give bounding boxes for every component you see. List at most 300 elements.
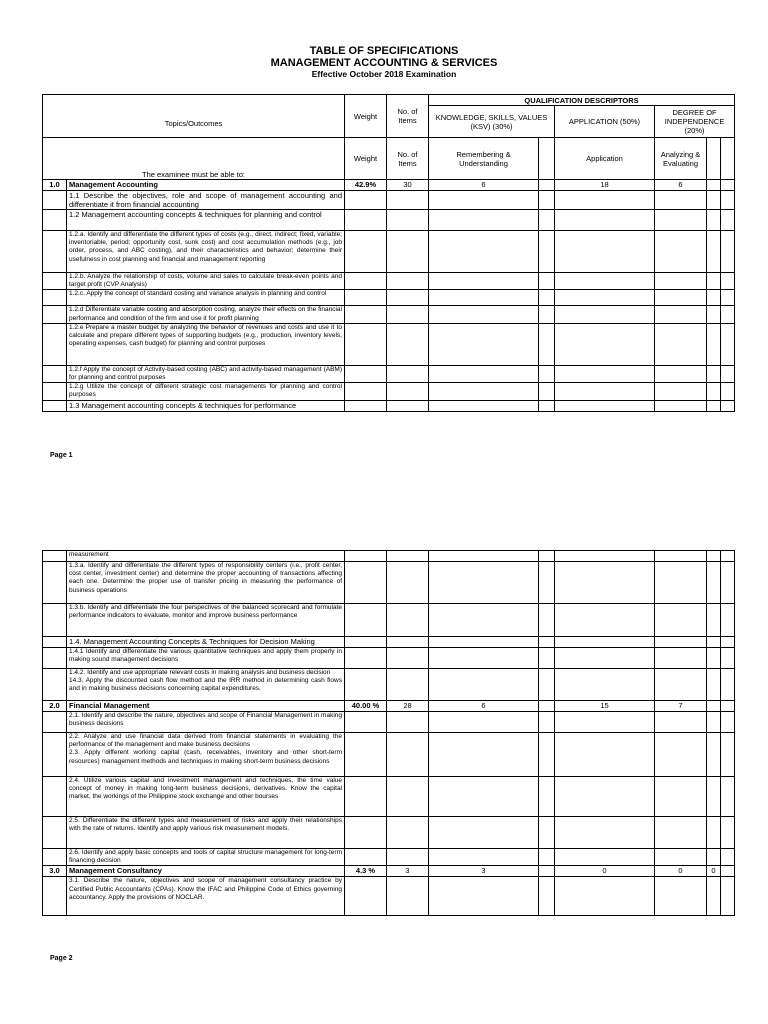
blank-cell <box>721 290 735 306</box>
blank-cell <box>539 191 555 210</box>
extra-cell <box>707 701 721 712</box>
effective-date: Effective October 2018 Examination <box>311 69 457 79</box>
section-number-cell <box>43 669 67 701</box>
outcome-text-cell: 2.2. Analyze and use financial data derived from financial statements in evaluating the performance of the management and make business decisions 2.3. Apply different working capital (cash, receivables, inventory and other short-term resources) management methods and techniques in making short-term business decisions <box>67 733 345 777</box>
extra-cell <box>707 210 721 231</box>
ksv-cell <box>429 191 539 210</box>
application-cell <box>555 669 655 701</box>
analyzing-cell <box>655 290 707 306</box>
outcome-text-cell: 1.3 Management accounting concepts & techniques for performance <box>67 400 345 411</box>
section-number-cell <box>43 551 67 562</box>
section-number-cell <box>43 290 67 306</box>
ksv-cell <box>429 562 539 604</box>
outcome-row <box>43 273 735 290</box>
section-number-cell <box>43 637 67 648</box>
ksv-cell: 3 <box>429 866 539 877</box>
section-number-cell <box>43 323 67 365</box>
no-items-subheader: No. of Items <box>387 138 429 180</box>
weight-cell <box>345 383 387 400</box>
blank-cell <box>539 551 555 562</box>
items-cell <box>387 669 429 701</box>
blank-cell <box>721 400 735 411</box>
application-cell <box>555 777 655 817</box>
blank-cell <box>721 562 735 604</box>
extra-cell <box>707 849 721 866</box>
blank-cell <box>539 290 555 306</box>
items-cell <box>387 365 429 382</box>
outcome-row <box>43 648 735 669</box>
ksv-cell <box>429 290 539 306</box>
outcome-row <box>43 306 735 323</box>
blank-cell <box>721 180 735 191</box>
blank-cell <box>721 712 735 733</box>
weight-header: Weight <box>345 95 387 138</box>
outcome-row <box>43 712 735 733</box>
ksv-cell <box>429 231 539 273</box>
blank-cell <box>721 138 735 180</box>
section-title-cell: Management Consultancy <box>67 866 345 877</box>
items-cell <box>387 817 429 849</box>
analyzing-cell <box>655 191 707 210</box>
analyzing-cell <box>655 273 707 290</box>
analyzing-cell <box>655 383 707 400</box>
outcome-text-cell: 1.2.g Utilize the concept of different strategic cost managements for planning and control purposes <box>67 383 345 400</box>
blank-cell <box>721 701 735 712</box>
section-number-cell <box>43 712 67 733</box>
blank-cell <box>721 877 735 916</box>
outcome-row <box>43 290 735 306</box>
application-cell <box>555 210 655 231</box>
section-number-cell <box>43 210 67 231</box>
section-number-cell <box>43 191 67 210</box>
extra-cell <box>707 323 721 365</box>
weight-cell <box>345 365 387 382</box>
analyzing-cell <box>655 365 707 382</box>
items-cell <box>387 712 429 733</box>
ksv-cell <box>429 712 539 733</box>
extra-cell <box>707 180 721 191</box>
analyzing-cell <box>655 648 707 669</box>
outcome-row <box>43 877 735 916</box>
ksv-cell <box>429 877 539 916</box>
application-cell <box>555 877 655 916</box>
analyzing-cell <box>655 231 707 273</box>
analyzing-cell <box>655 400 707 411</box>
extra-cell <box>707 877 721 916</box>
weight-cell <box>345 210 387 231</box>
outcome-text-cell: 1.2.a. Identify and differentiate the different types of costs (e.g., direct, indirect; fixed, variable; inventoriable, period; opportunity cost, sunk cost) and cost accumulation methods (e.g., job order, process, and ABC costing), and their characteristics and behavior; determine their usefulness in cost planning and financial and management reporting <box>67 231 345 273</box>
extra-cell <box>707 191 721 210</box>
blank-cell <box>539 604 555 637</box>
section-number-cell <box>43 365 67 382</box>
ksv-cell: 6 <box>429 180 539 191</box>
items-cell <box>387 648 429 669</box>
blank-cell <box>539 866 555 877</box>
outcome-row <box>43 323 735 365</box>
section-number-cell: 3.0 <box>43 866 67 877</box>
application-cell <box>555 648 655 669</box>
application-cell <box>555 365 655 382</box>
outcome-text-cell: 1.2.e Prepare a master budget by analyzing the behavior of revenues and costs and use it to calculate and prepare different types of supporting budgets (e.g., production, inventory levels, operating expenses, cash budget) for planning and control purposes <box>67 323 345 365</box>
section-number-cell <box>43 400 67 411</box>
weight-cell: 4.3 % <box>345 866 387 877</box>
outcome-text-cell: measurement <box>67 551 345 562</box>
weight-cell <box>345 712 387 733</box>
outcome-row <box>43 383 735 400</box>
blank-cell <box>721 669 735 701</box>
application-cell <box>555 637 655 648</box>
no-items-header: No. of Items <box>387 95 429 138</box>
extra-cell <box>707 306 721 323</box>
outcome-row <box>43 191 735 210</box>
analyzing-cell <box>655 817 707 849</box>
section-title-cell: Management Accounting <box>67 180 345 191</box>
blank-cell <box>539 210 555 231</box>
blank-cell <box>721 231 735 273</box>
degree-header: DEGREE OF INDEPENDENCE (20%) <box>655 106 735 138</box>
ksv-cell <box>429 648 539 669</box>
weight-cell <box>345 273 387 290</box>
items-cell <box>387 400 429 411</box>
blank-cell <box>721 849 735 866</box>
ksv-cell <box>429 365 539 382</box>
extra-cell <box>707 669 721 701</box>
ksv-cell <box>429 273 539 290</box>
ksv-cell <box>429 669 539 701</box>
outcome-row <box>43 637 735 648</box>
application-subheader: Application <box>555 138 655 180</box>
examinee-header-cell <box>43 138 345 180</box>
blank-cell <box>721 733 735 777</box>
items-cell <box>387 210 429 231</box>
section-number-cell <box>43 273 67 290</box>
application-cell <box>555 400 655 411</box>
blank-cell <box>721 306 735 323</box>
section-title-cell: Financial Management <box>67 701 345 712</box>
weight-cell <box>345 733 387 777</box>
ksv-cell <box>429 210 539 231</box>
blank-cell <box>721 604 735 637</box>
blank-cell <box>721 323 735 365</box>
weight-cell <box>345 817 387 849</box>
items-cell <box>387 849 429 866</box>
outcome-text-cell: 1.4.2. Identify and use appropriate relevant costs in making analysis and business decision 14.3. Apply the discounted cash flow method and the IRR method in determining cash flows and in making business decisions concerning capital expenditures. <box>67 669 345 701</box>
analyzing-cell <box>655 551 707 562</box>
section-row <box>43 866 735 877</box>
application-cell <box>555 323 655 365</box>
section-row <box>43 180 735 191</box>
blank-cell <box>539 849 555 866</box>
analyzing-cell <box>655 637 707 648</box>
blank-cell <box>721 273 735 290</box>
items-cell <box>387 604 429 637</box>
blank-cell <box>539 712 555 733</box>
ksv-cell <box>429 604 539 637</box>
application-cell <box>555 191 655 210</box>
items-cell <box>387 551 429 562</box>
ksv-cell <box>429 849 539 866</box>
blank-cell <box>539 306 555 323</box>
weight-cell <box>345 604 387 637</box>
blank-cell <box>539 323 555 365</box>
weight-cell <box>345 400 387 411</box>
extra-cell <box>707 290 721 306</box>
weight-cell <box>345 290 387 306</box>
topics-outcomes-label: Topics/Outcomes <box>164 118 223 128</box>
outcome-text-cell: 1.2.d Differentiate variable costing and absorption costing, analyze their effects on the financial performance and condition of the firm and use it for profit planning <box>67 306 345 323</box>
application-cell: 0 <box>555 866 655 877</box>
items-cell <box>387 290 429 306</box>
weight-cell <box>345 231 387 273</box>
application-cell <box>555 817 655 849</box>
items-cell <box>387 383 429 400</box>
blank-cell <box>721 383 735 400</box>
ksv-cell <box>429 733 539 777</box>
analyzing-cell <box>655 777 707 817</box>
outcome-text-cell: 2.6. Identify and apply basic concepts and tools of capital structure management for long-term financing decision <box>67 849 345 866</box>
ksv-cell <box>429 817 539 849</box>
blank-cell <box>721 817 735 849</box>
outcome-row <box>43 231 735 273</box>
section-number-cell <box>43 383 67 400</box>
items-cell: 28 <box>387 701 429 712</box>
weight-cell: 42.9% <box>345 180 387 191</box>
outcome-row <box>43 733 735 777</box>
weight-subheader: Weight <box>345 138 387 180</box>
analyzing-cell <box>655 210 707 231</box>
extra-cell <box>707 231 721 273</box>
ksv-cell: 6 <box>429 701 539 712</box>
ksv-cell <box>429 637 539 648</box>
section-number-cell <box>43 231 67 273</box>
outcome-row <box>43 365 735 382</box>
page-label-2: Page 2 <box>50 955 73 962</box>
weight-cell <box>345 323 387 365</box>
analyzing-cell <box>655 849 707 866</box>
extra-cell <box>707 551 721 562</box>
application-cell <box>555 383 655 400</box>
analyzing-cell: 7 <box>655 701 707 712</box>
ksv-cell <box>429 400 539 411</box>
extra-cell <box>707 777 721 817</box>
extra-cell <box>707 562 721 604</box>
outcome-text-cell: 1.3.a. Identify and differentiate the different types of responsibility centers (i.e., profit center, cost center, investment center) and determine the proper accounting of transactions affecting each one. Determine the proper use of transfer pricing in measuring the performance of business operations <box>67 562 345 604</box>
section-number-cell <box>43 777 67 817</box>
blank-cell <box>539 648 555 669</box>
blank-cell <box>539 562 555 604</box>
outcome-text-cell: 1.2.b. Analyze the relationship of costs, volume and sales to calculate break-even points and target profit (CVP Analysis) <box>67 273 345 290</box>
blank-cell <box>721 551 735 562</box>
section-number-cell <box>43 733 67 777</box>
blank-cell <box>539 400 555 411</box>
analyzing-cell <box>655 306 707 323</box>
items-cell <box>387 231 429 273</box>
analyzing-cell <box>655 733 707 777</box>
blank-cell <box>539 877 555 916</box>
ksv-cell <box>429 306 539 323</box>
application-cell <box>555 562 655 604</box>
section-number-cell: 2.0 <box>43 701 67 712</box>
items-cell <box>387 562 429 604</box>
analyzing-cell: 0 <box>655 866 707 877</box>
outcome-row <box>43 669 735 701</box>
ksv-cell <box>429 323 539 365</box>
section-number-cell <box>43 877 67 916</box>
page-label-1: Page 1 <box>50 452 73 459</box>
items-cell <box>387 191 429 210</box>
blank-cell <box>707 138 721 180</box>
blank-cell <box>721 365 735 382</box>
section-number-cell <box>43 562 67 604</box>
weight-cell <box>345 191 387 210</box>
outcome-text-cell: 3.1. Describe the nature, objectives and scope of management consultancy practice by Certified Public Accountants (CPAs). Know the IFAC and Philippine Code of Ethics governing accountancy. Apply the provisions of NOCLAR. <box>67 877 345 916</box>
application-cell <box>555 551 655 562</box>
blank-cell <box>539 180 555 191</box>
section-number-cell <box>43 306 67 323</box>
blank-cell <box>539 733 555 777</box>
application-cell <box>555 273 655 290</box>
blank-cell <box>721 637 735 648</box>
extra-cell <box>707 604 721 637</box>
section-number-cell: 1.0 <box>43 180 67 191</box>
blank-cell <box>539 817 555 849</box>
outcome-row <box>43 210 735 231</box>
blank-cell <box>539 669 555 701</box>
items-cell <box>387 733 429 777</box>
outcome-row <box>43 604 735 637</box>
blank-cell <box>721 866 735 877</box>
qualification-descriptors-header: QUALIFICATION DESCRIPTORS <box>429 95 735 106</box>
section-number-cell <box>43 648 67 669</box>
application-cell <box>555 733 655 777</box>
specifications-table-page1 <box>42 94 735 412</box>
items-cell: 30 <box>387 180 429 191</box>
ksv-header: KNOWLEDGE, SKILLS, VALUES (KSV) (30%) <box>429 106 555 138</box>
weight-cell <box>345 637 387 648</box>
extra-cell: 0 <box>707 866 721 877</box>
extra-cell <box>707 733 721 777</box>
analyzing-cell: 6 <box>655 180 707 191</box>
extra-cell <box>707 712 721 733</box>
outcome-text-cell: 2.5. Differentiate the different types and measurement of risks and apply their relationships with the rate of returns. Identify and apply various risk measurement models. <box>67 817 345 849</box>
document-title-block <box>0 45 768 80</box>
outcome-text-cell: 1.4. Management Accounting Concepts & Techniques for Decision Making <box>67 637 345 648</box>
application-cell <box>555 712 655 733</box>
outcome-text-cell: 1.4.1 Identify and differentiate the various quantitative techniques and apply them properly in making sound management decisions <box>67 648 345 669</box>
analyzing-cell <box>655 323 707 365</box>
analyzing-cell <box>655 562 707 604</box>
application-header: APPLICATION (50%) <box>555 106 655 138</box>
blank-cell <box>539 701 555 712</box>
items-cell <box>387 273 429 290</box>
document-subtitle: MANAGEMENT ACCOUNTING & SERVICES <box>270 57 498 69</box>
outcome-text-cell: 1.1 Describe the objectives, role and scope of management accounting and differentiate it from financial accounting <box>67 191 345 210</box>
blank-cell <box>539 365 555 382</box>
items-cell: 3 <box>387 866 429 877</box>
weight-cell <box>345 562 387 604</box>
examinee-label: The examinee must be able to: <box>142 170 245 179</box>
ksv-cell <box>429 383 539 400</box>
specifications-table-page2 <box>42 550 735 916</box>
extra-cell <box>707 648 721 669</box>
extra-cell <box>707 273 721 290</box>
application-cell <box>555 604 655 637</box>
items-cell <box>387 777 429 817</box>
weight-cell <box>345 551 387 562</box>
ksv-cell <box>429 551 539 562</box>
weight-cell <box>345 648 387 669</box>
weight-cell <box>345 877 387 916</box>
extra-cell <box>707 365 721 382</box>
outcome-row <box>43 400 735 411</box>
blank-cell <box>721 210 735 231</box>
outcome-row <box>43 817 735 849</box>
analyzing-header: Analyzing & Evaluating <box>655 138 707 180</box>
extra-cell <box>707 400 721 411</box>
weight-cell <box>345 777 387 817</box>
section-number-cell <box>43 817 67 849</box>
topics-header-cell <box>43 95 345 138</box>
outcome-row <box>43 562 735 604</box>
application-cell <box>555 290 655 306</box>
blank-cell <box>539 383 555 400</box>
blank-cell <box>721 777 735 817</box>
items-cell <box>387 637 429 648</box>
application-cell: 15 <box>555 701 655 712</box>
outcome-text-cell: 1.2.f Apply the concept of Activity-based costing (ABC) and activity-based management (ABM) for planning and control purposes <box>67 365 345 382</box>
section-row <box>43 701 735 712</box>
blank-cell <box>539 637 555 648</box>
weight-cell <box>345 669 387 701</box>
extra-cell <box>707 383 721 400</box>
application-cell <box>555 231 655 273</box>
application-cell: 18 <box>555 180 655 191</box>
blank-cell <box>539 273 555 290</box>
ksv-blank-cell <box>539 138 555 180</box>
document-title: TABLE OF SPECIFICATIONS <box>309 45 459 57</box>
outcome-text-cell: 1.3.b. Identify and differentiate the four perspectives of the balanced scorecard and formulate performance indicators to evaluate, monitor and improve business performance <box>67 604 345 637</box>
analyzing-cell <box>655 669 707 701</box>
extra-cell <box>707 817 721 849</box>
application-cell <box>555 849 655 866</box>
extra-cell <box>707 637 721 648</box>
outcome-text-cell: 2.4. Utilize various capital and investment management and techniques, the time value concept of money in making long-term business decisions, derivatives. Know the capital market, the workings of the Philippine stock exchange and other bourses <box>67 777 345 817</box>
analyzing-cell <box>655 712 707 733</box>
analyzing-cell <box>655 604 707 637</box>
weight-cell: 40.00 % <box>345 701 387 712</box>
weight-cell <box>345 849 387 866</box>
items-cell <box>387 323 429 365</box>
outcome-row <box>43 777 735 817</box>
blank-cell <box>721 648 735 669</box>
blank-cell <box>539 231 555 273</box>
remembering-header: Remembering & Understanding <box>429 138 539 180</box>
section-number-cell <box>43 849 67 866</box>
outcome-text-cell: 1.2 Management accounting concepts & techniques for planning and control <box>67 210 345 231</box>
outcome-text-cell: 1.2.c. Apply the concept of standard costing and variance analysis in planning and control <box>67 290 345 306</box>
items-cell <box>387 877 429 916</box>
blank-cell <box>539 777 555 817</box>
section-number-cell <box>43 604 67 637</box>
outcome-row <box>43 551 735 562</box>
blank-cell <box>721 191 735 210</box>
analyzing-cell <box>655 877 707 916</box>
weight-cell <box>345 306 387 323</box>
outcome-text-cell: 2.1. Identify and describe the nature, objectives and scope of Financial Management in making business decisions <box>67 712 345 733</box>
ksv-cell <box>429 777 539 817</box>
application-cell <box>555 306 655 323</box>
items-cell <box>387 306 429 323</box>
